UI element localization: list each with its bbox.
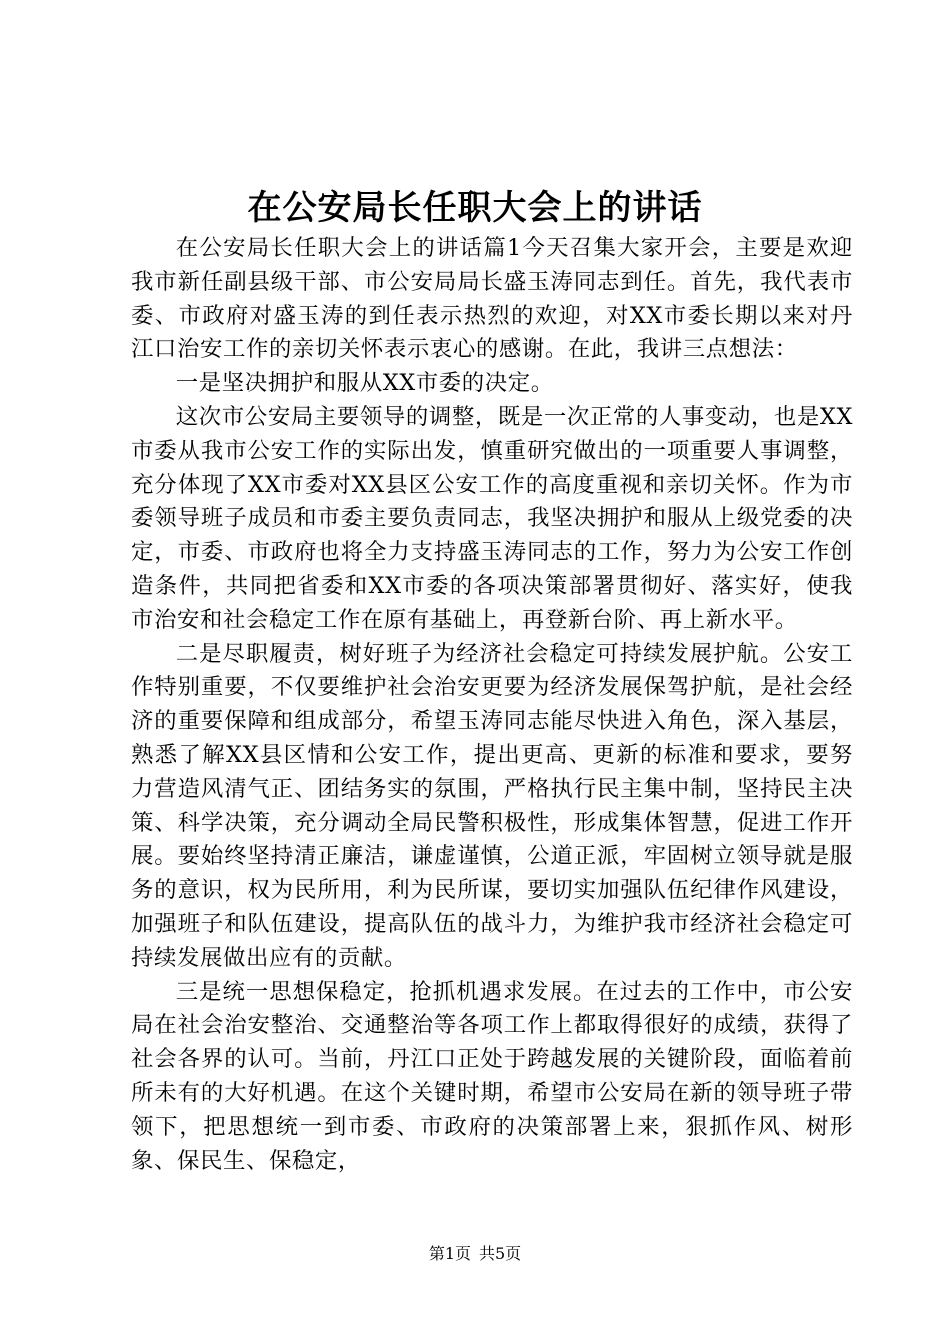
page-footer — [0, 1244, 950, 1264]
paragraph-point-two: 二是尽职履责，树好班子为经济社会稳定可持续发展护航。公安工作特别重要，不仅要维护社会治安更要为经济发展保驾护航，是社会经济的重要保障和组成部分，希望玉涛同志能尽快进入角色，深入基层，熟悉了解XX县区情和公安工作，提出更高、更新的标准和要求，要努力营造风清气正、团结务实的氛围，严格执行民主集中制，坚持民主决策、科学决策，充分调动全局民警积极性，形成集体智慧，促进工作开展。要始终坚持清正廉洁，谦虚谨慎，公道正派，牢固树立领导就是服务的意识，权为民所用，利为民所谋，要切实加强队伍纪律作风建设，加强班子和队伍建设，提高队伍的战斗力，为维护我市经济社会稳定可持续发展做出应有的贡献。 — [131, 640, 853, 971]
paragraph-intro: 在公安局长任职大会上的讲话篇1今天召集大家开会，主要是欢迎我市新任副县级干部、市公安局局长盛玉涛同志到任。首先，我代表市委、市政府对盛玉涛的到任表示热烈的欢迎，对XX市委长期以来对丹江口治安工作的亲切关怀表示衷心的感谢。在此，我讲三点想法： — [131, 235, 853, 363]
paragraph-point-one-body: 这次市公安局主要领导的调整，既是一次正常的人事变动，也是XX市委从我市公安工作的实际出发，慎重研究做出的一项重要人事调整，充分体现了XX市委对XX县区公安工作的高度重视和亲切关怀。作为市委领导班子成员和市委主要负责同志，我坚决拥护和服从上级党委的决定，市委、市政府也将全力支持盛玉涛同志的工作，努力为公安工作创造条件，共同把省委和XX市委的各项决策部署贯彻好、落实好，使我市治安和社会稳定工作在原有基础上，再登新台阶、再上新水平。 — [131, 403, 853, 633]
paragraph-point-one-heading: 一是坚决拥护和服从XX市委的决定。 — [175, 370, 554, 397]
paragraph-point-three: 三是统一思想保稳定，抢抓机遇求发展。在过去的工作中，市公安局在社会治安整治、交通整治等各项工作上都取得很好的成绩，获得了社会各界的认可。当前，丹江口正处于跨越发展的关键阶段，面临着前所未有的大好机遇。在这个关键时期，希望市公安局在新的领导班子带领下，把思想统一到市委、市政府的决策部署上来，狠抓作风、树形象、保民生、保稳定， — [131, 978, 853, 1174]
page-number: 第1页 — [428, 1244, 471, 1263]
document-body — [131, 232, 853, 1178]
page-total: 共5页 — [479, 1244, 522, 1263]
document-title: 在公安局长任职大会上的讲话 — [247, 188, 703, 228]
